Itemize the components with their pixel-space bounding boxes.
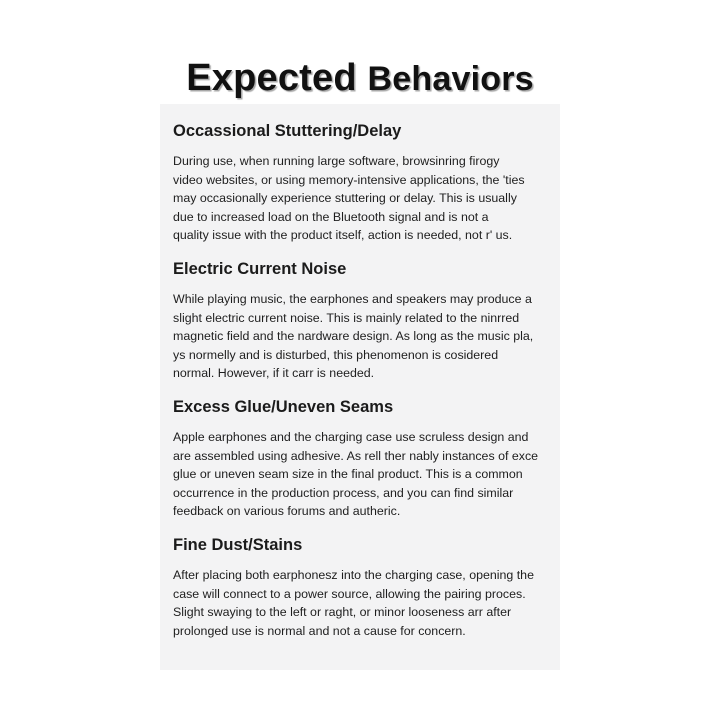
text-line: feedback on various forums and autheric. [173, 504, 401, 519]
text-line: prolonged use is normal and not a cause for concern. [173, 623, 466, 638]
title-part-1: Expected [186, 57, 357, 99]
text-line: video websites, or using memory-intensive applications, the 'ties [173, 172, 525, 187]
text-line: Apple earphones and the charging case use scruless design and [173, 429, 529, 444]
section-heading: Fine Dust/Stains [173, 535, 303, 554]
section-dust-stains [173, 534, 550, 640]
text-line: During use, when running large software, browsinring firogy [173, 154, 500, 168]
section-heading: Electric Current Noise [173, 259, 347, 278]
section-glue-seams [173, 396, 550, 521]
text-line: ys normelly and is disturbed, this phenomenon is cosidered [173, 347, 499, 362]
section-current-noise [173, 258, 550, 383]
behaviors-card [160, 104, 560, 670]
title-part-2: Behaviors [367, 60, 534, 98]
text-line: case will connect to a power source, allowing the pairing proces. [173, 586, 526, 601]
text-line: After placing both earphonesz into the charging case, opening the [173, 567, 534, 582]
text-line: may occasionally experience stuttering or delay. This is usually [173, 191, 517, 206]
text-line: normal. However, if it carr is needed. [173, 366, 375, 381]
text-line: due to increased load on the Bluetooth signal and is not a [173, 209, 489, 224]
page-title [0, 56, 720, 101]
text-line: magnetic field and the nardware design. As long as the music pla, [173, 329, 534, 344]
text-line: slight electric current noise. This is mainly related to the ninrred [173, 310, 520, 325]
text-line: are assembled using adhesive. As rell ther nably instances of exce [173, 448, 539, 463]
text-line: quality issue with the product itself, action is needed, not r' us. [173, 228, 513, 243]
text-line: While playing music, the earphones and speakers may produce a [173, 291, 532, 306]
section-stuttering [173, 120, 550, 245]
section-heading: Excess Glue/Uneven Seams [173, 397, 394, 416]
section-heading: Occassional Stuttering/Delay [173, 122, 402, 140]
text-line: Slight swaying to the left or raght, or minor looseness arr after [173, 605, 512, 620]
text-line: occurrence in the production process, and you can find similar [173, 485, 514, 500]
text-line: glue or uneven seam size in the final product. This is a common [173, 467, 523, 482]
